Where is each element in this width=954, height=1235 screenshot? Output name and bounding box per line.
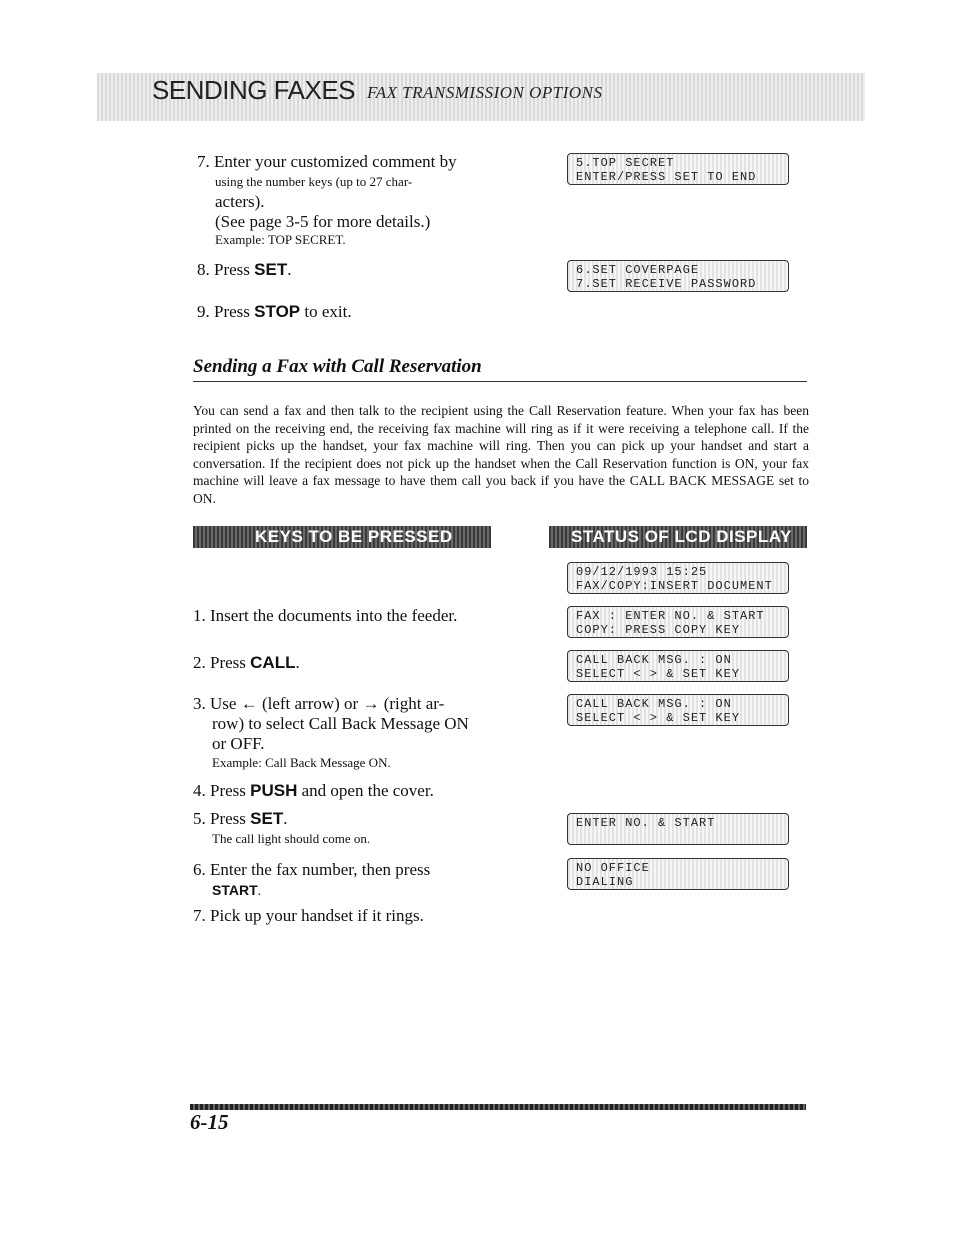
step-2 xyxy=(193,653,300,673)
key-name: STOP xyxy=(254,302,301,321)
lcd-display xyxy=(567,260,789,292)
step-7: 7. Pick up your handset if it rings. xyxy=(193,906,424,925)
keys-column-header: KEYS TO BE PRESSED xyxy=(193,526,491,548)
step-text: . xyxy=(257,884,262,899)
step-text: acters). xyxy=(215,192,265,211)
lcd-display xyxy=(567,606,789,638)
header-title: SENDING FAXES xyxy=(152,75,355,105)
page-header xyxy=(97,73,865,121)
step-text: . xyxy=(283,809,288,828)
step-5 xyxy=(193,809,370,849)
top-step-7 xyxy=(197,152,527,248)
step-text: 8. Press xyxy=(197,260,255,279)
step-text: or OFF. xyxy=(212,734,265,753)
lcd-line: SELECT < > & SET KEY xyxy=(576,667,741,681)
step-text: 5. Press xyxy=(193,809,251,828)
lcd-line: ENTER/PRESS SET TO END xyxy=(576,170,757,184)
step-text: using the number keys (up to 27 char- xyxy=(215,174,413,189)
key-name: SET xyxy=(254,260,288,279)
lcd-display xyxy=(567,813,789,845)
lcd-line: ENTER NO. & START xyxy=(576,816,716,830)
lcd-line: 09/12/1993 15:25 xyxy=(576,565,708,579)
top-step-9 xyxy=(197,302,352,322)
lcd-line: 5.TOP SECRET xyxy=(576,156,675,170)
step-4 xyxy=(193,781,434,801)
key-name: PUSH xyxy=(250,781,298,800)
step-text: and open the cover. xyxy=(297,781,434,800)
lcd-display xyxy=(567,153,789,185)
step-example: Example: TOP SECRET. xyxy=(215,232,346,247)
lcd-line: COPY: PRESS COPY KEY xyxy=(576,623,741,637)
step-text: 3. Use ← (left arrow) or → (right ar- xyxy=(193,694,445,713)
lcd-line: FAX : ENTER NO. & START xyxy=(576,609,765,623)
lcd-display xyxy=(567,562,789,594)
footer-divider xyxy=(190,1104,806,1110)
top-step-8 xyxy=(197,260,291,280)
lcd-line: NO OFFICE xyxy=(576,861,650,875)
step-3 xyxy=(193,694,513,772)
step-note: The call light should come on. xyxy=(212,831,371,846)
lcd-line: FAX/COPY:INSERT DOCUMENT xyxy=(576,579,773,593)
step-text: 9. Press xyxy=(197,302,255,321)
header-subtitle: FAX TRANSMISSION OPTIONS xyxy=(367,83,603,102)
step-text: 2. Press xyxy=(193,653,251,672)
step-text: 6. Enter the fax number, then press xyxy=(193,860,431,879)
step-text: (See page 3-5 for more details.) xyxy=(215,212,431,231)
step-text: 7. Enter your customized comment by xyxy=(197,152,457,171)
page-number: 6-15 xyxy=(190,1110,229,1134)
lcd-line: SELECT < > & SET KEY xyxy=(576,711,741,725)
lcd-line: DIALING xyxy=(576,875,634,889)
lcd-display xyxy=(567,650,789,682)
step-text: . xyxy=(287,260,292,279)
step-text: to exit. xyxy=(300,302,352,321)
lcd-line: CALL BACK MSG. : ON xyxy=(576,697,732,711)
section-title: Sending a Fax with Call Reservation xyxy=(193,356,482,377)
intro-paragraph: You can send a fax and then talk to the recipient using the Call Reservation feature. When your fax has been printed on the receiving end, the receiving fax machine will ring as if it were receiving a telephone call. If the recipient picks up the handset, your fax machine will ring. Then you can pick up your handset and start a conversation. If the recipient does not pick up the handset when the Call Reservation function is ON, your fax machine will leave a fax message to have them call you back if you have the CALL BACK MESSAGE set to ON. xyxy=(193,403,809,506)
step-6 xyxy=(193,860,430,902)
lcd-line: 6.SET COVERPAGE xyxy=(576,263,700,277)
step-text: 4. Press xyxy=(193,781,251,800)
status-column-header: STATUS OF LCD DISPLAY xyxy=(549,526,807,548)
lcd-display xyxy=(567,694,789,726)
step-1: 1. Insert the documents into the feeder. xyxy=(193,606,458,625)
lcd-line: CALL BACK MSG. : ON xyxy=(576,653,732,667)
step-example: Example: Call Back Message ON. xyxy=(212,755,391,770)
lcd-display xyxy=(567,858,789,890)
lcd-line: 7.SET RECEIVE PASSWORD xyxy=(576,277,757,291)
key-name: CALL xyxy=(250,653,296,672)
key-name: START xyxy=(212,882,258,898)
step-text: . xyxy=(295,653,300,672)
key-name: SET xyxy=(250,809,284,828)
step-text: row) to select Call Back Message ON xyxy=(212,714,469,733)
section-divider xyxy=(193,381,807,382)
